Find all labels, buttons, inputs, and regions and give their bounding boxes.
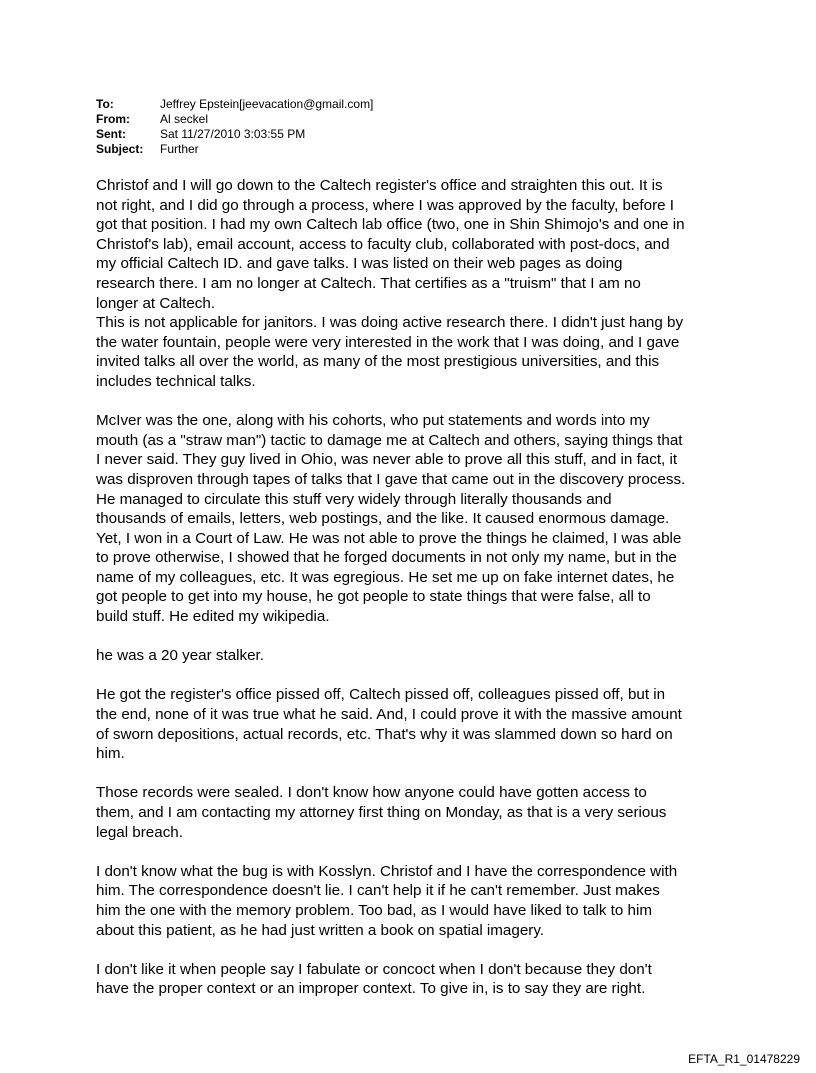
subject-row [96,142,373,157]
body-line: longer at Caltech. [96,294,216,312]
body-line: was disproven through tapes of talks that I gave that came out in the discovery process. [96,470,686,488]
body-line: Christof's lab), email account, access to faculty club, collaborated with post-docs, and [96,235,670,253]
body-line: thousands of emails, letters, web postings, and the like. It caused enormous damage. [96,510,670,528]
body-line: includes technical talks. [96,372,256,390]
body-line: to prove otherwise, I showed that he forged documents in not only my name, but in the [96,549,677,567]
body-paragraph [96,411,736,627]
subject-label: Subject: [96,142,144,156]
body-line: legal breach. [96,823,183,841]
body-line: not right, and I did go through a process, where I was approved by the faculty, before I [96,196,675,214]
body-line: the water fountain, people were very interested in the work that I was doing, and I gave [96,333,680,351]
from-value: Al seckel [160,112,209,126]
body-line: Yet, I won in a Court of Law. He was not able to prove the things he claimed, I was able [96,529,682,547]
body-line: him. [96,745,125,763]
body-line: build stuff. He edited my wikipedia. [96,608,330,626]
body-line: I never said. They guy lived in Ohio, was never able to prove all this stuff, and in fact, it [96,451,678,469]
email-header [96,97,373,157]
body-line: him. The correspondence doesn't lie. I can't help it if he can't remember. Just makes [96,882,660,900]
sent-value: Sat 11/27/2010 3:03:55 PM [160,127,306,141]
subject-value: Further [160,142,199,156]
email-body [96,176,736,1019]
body-line: Those records were sealed. I don't know how anyone could have gotten access to [96,784,647,802]
body-paragraph [96,783,736,842]
body-line: He got the register's office pissed off, Caltech pissed off, colleagues pissed off, but in [96,686,666,704]
body-line: of sworn depositions, actual records, etc. That's why it was slammed down so hard on [96,725,673,743]
body-line: have the proper context or an improper context. To give in, is to say they are right. [96,980,646,998]
body-line: He managed to circulate this stuff very widely through literally thousands and [96,490,612,508]
body-line: I don't like it when people say I fabulate or concoct when I don't because they don't [96,960,652,978]
body-line: them, and I am contacting my attorney first thing on Monday, as that is a very serious [96,804,667,821]
body-paragraph [96,685,736,763]
body-paragraph [96,176,736,392]
body-line: got that position. I had my own Caltech lab office (two, one in Shin Shimojo's and one in [96,216,685,234]
body-line: This is not applicable for janitors. I was doing active research there. I didn't just hang by [96,314,684,332]
body-line: he was a 20 year stalker. [96,647,264,665]
body-line: him the one with the memory problem. Too bad, as I would have liked to talk to him [96,901,653,919]
sent-row [96,127,373,142]
from-row [96,112,373,127]
body-line: mouth (as a "straw man") tactic to damage me at Caltech and others, saying things that [96,431,683,449]
body-paragraph [96,960,736,999]
body-paragraph [96,646,736,666]
body-line: invited talks all over the world, as many of the most prestigious universities, and this [96,353,660,371]
document-id: EFTA_R1_01478229 [688,1052,800,1066]
to-label: To: [96,97,114,111]
sent-label: Sent: [96,127,126,141]
body-line: got people to get into my house, he got people to state things that were false, all to [96,588,651,606]
body-line: McIver was the one, along with his cohorts, who put statements and words into my [96,412,650,430]
body-paragraph [96,862,736,940]
to-value: Jeffrey Epstein[jeevacation@gmail.com] [160,97,374,111]
from-label: From: [96,112,130,126]
body-line: Christof and I will go down to the Caltech register's office and straighten this out. It is [96,177,663,194]
body-line: my official Caltech ID. and gave talks. I was listed on their web pages as doing [96,255,623,273]
body-line: I don't know what the bug is with Kosslyn. Christof and I have the correspondence with [96,862,678,880]
body-line: research there. I am no longer at Caltech. That certifies as a "truism" that I am no [96,274,641,292]
body-line: about this patient, as he had just written a book on spatial imagery. [96,921,545,939]
to-row [96,97,373,112]
body-line: the end, none of it was true what he said. And, I could prove it with the massive amount [96,706,682,724]
body-line: name of my colleagues, etc. It was egregious. He set me up on fake internet dates, he [96,568,675,586]
